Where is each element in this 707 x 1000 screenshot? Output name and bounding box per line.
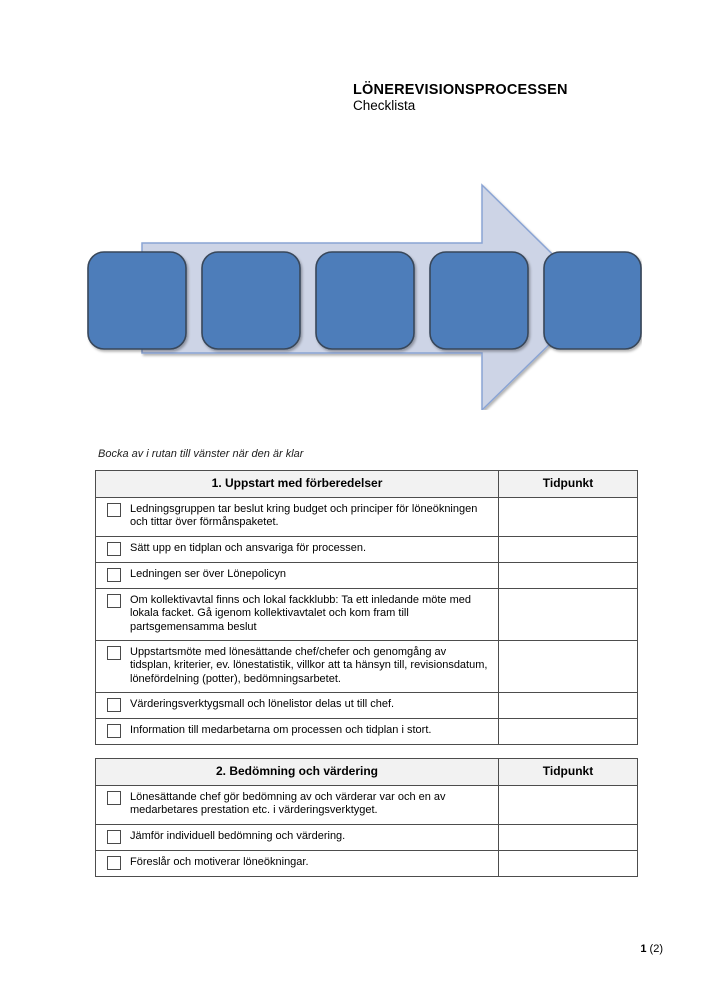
- tidpunkt-cell: [499, 588, 638, 640]
- tidpunkt-cell: [499, 562, 638, 588]
- table-row: [96, 536, 638, 562]
- tidpunkt-cell: [499, 824, 638, 850]
- table-section-title: 1. Uppstart med förberedelser: [96, 471, 499, 498]
- document-title: LÖNEREVISIONSPROCESSEN: [353, 82, 568, 98]
- task-label: Ledningsgruppen tar beslut kring budget och principer för löneökningen och tittar över förmånspaketet.: [130, 503, 478, 529]
- task-label: Information till medarbetarna om processen och tidplan i stort.: [130, 724, 432, 737]
- tidpunkt-cell: [499, 498, 638, 537]
- table-row: [96, 850, 638, 876]
- task-label: Värderingsverktygsmall och lönelistor delas ut till chef.: [130, 698, 395, 711]
- process-step-4: [430, 252, 528, 349]
- document-subtitle: Checklista: [353, 98, 416, 113]
- table-row: [96, 498, 638, 537]
- table-header-row: [96, 759, 638, 786]
- checkbox[interactable]: [107, 830, 121, 844]
- title-block: [353, 83, 568, 114]
- task-label: Jämför individuell bedömning och värdering.: [130, 829, 346, 842]
- task-label: Föreslår och motiverar löneökningar.: [130, 855, 309, 868]
- process-step-5: [544, 252, 641, 349]
- checkbox[interactable]: [107, 791, 121, 805]
- table-row: [96, 641, 638, 693]
- checkbox[interactable]: [107, 503, 121, 517]
- process-step-1: [88, 252, 186, 349]
- instruction-note: Bocka av i rutan till vänster när den är klar: [98, 448, 304, 460]
- checkbox[interactable]: [107, 646, 121, 660]
- task-label: Ledningen ser över Lönepolicyn: [130, 567, 286, 580]
- page-number-total: (2): [649, 943, 663, 955]
- table-row: [96, 824, 638, 850]
- tidpunkt-cell: [499, 641, 638, 693]
- page-number-current: 1: [640, 943, 647, 955]
- table-row: [96, 719, 638, 745]
- checkbox[interactable]: [107, 698, 121, 712]
- table-row: [96, 693, 638, 719]
- time-column-header: Tidpunkt: [499, 759, 638, 786]
- page-number: [640, 943, 663, 955]
- checkbox[interactable]: [107, 594, 121, 608]
- table-section-title: 2. Bedömning och värdering: [96, 759, 499, 786]
- table-row: [96, 786, 638, 825]
- checkbox[interactable]: [107, 724, 121, 738]
- tidpunkt-cell: [499, 786, 638, 825]
- tidpunkt-cell: [499, 693, 638, 719]
- table-row: [96, 562, 638, 588]
- tidpunkt-cell: [499, 719, 638, 745]
- task-label: Lönesättande chef gör bedömning av och värderar var och en av medarbetares prestation etc. i värderingsverktyget.: [130, 791, 446, 817]
- task-label: Uppstartsmöte med lönesättande chef/chefer och genomgång av tidsplan, kriterier, ev. lönestatistik, villkor att ta hänsyn till, revisionsdatum, lönefördelning (potter), bedömningsarbetet.: [130, 646, 488, 685]
- task-label: Om kollektivavtal finns och lokal fackklubb: Ta ett inledande möte med lokala facket. Gå igenom kollektivavtalet och kom fram till partsgemensamma beslut: [130, 593, 471, 633]
- checkbox[interactable]: [107, 542, 121, 556]
- table-header-row: [96, 471, 638, 498]
- process-step-2: [202, 252, 300, 349]
- tidpunkt-cell: [499, 850, 638, 876]
- process-step-3: [316, 252, 414, 349]
- checklist-table-2: [95, 758, 638, 877]
- tidpunkt-cell: [499, 536, 638, 562]
- checklist-table-1: [95, 470, 638, 745]
- process-arrow-graphic: [87, 183, 642, 410]
- checkbox[interactable]: [107, 568, 121, 582]
- task-label: Sätt upp en tidplan och ansvariga för processen.: [130, 541, 367, 554]
- time-column-header: Tidpunkt: [499, 471, 638, 498]
- table-row: [96, 588, 638, 640]
- checkbox[interactable]: [107, 856, 121, 870]
